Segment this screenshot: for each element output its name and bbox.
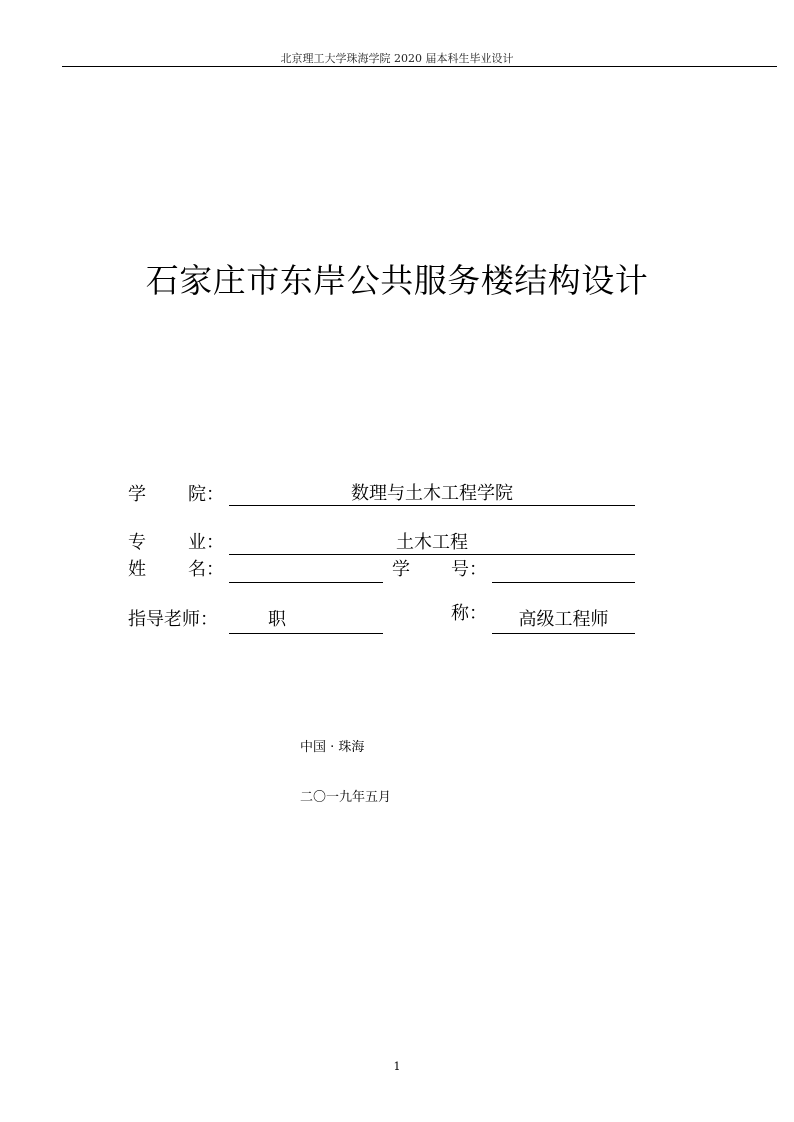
major-label-a: 专 — [128, 532, 146, 553]
page-number: 1 — [393, 1060, 401, 1073]
name-underline — [229, 582, 383, 583]
title-rank-label-a: 职 — [268, 609, 286, 630]
date-text: 二〇一九年五月 — [300, 790, 392, 805]
major-value: 土木工程 — [396, 532, 468, 553]
name-label-a: 姓 — [128, 559, 146, 580]
student-id-label-a: 学 — [392, 559, 410, 580]
college-underline — [229, 505, 635, 506]
major-underline — [229, 554, 635, 555]
college-value: 数理与土木工程学院 — [351, 483, 513, 504]
thesis-title: 石家庄市东岸公共服务楼结构设计 — [145, 261, 649, 300]
name-label-b: 名： — [188, 559, 224, 580]
student-id-underline — [492, 582, 635, 583]
header-text: 北京理工大学珠海学院 2020 届本科生毕业设计 — [280, 52, 514, 65]
advisor-underline — [229, 633, 383, 634]
title-rank-label-b: 称： — [451, 603, 487, 624]
title-rank-underline — [492, 633, 635, 634]
place-text: 中国 · 珠海 — [300, 740, 365, 755]
major-label-b: 业： — [188, 532, 224, 553]
header-rule — [62, 66, 777, 67]
title-rank-value: 高级工程师 — [518, 609, 609, 630]
advisor-label: 指导老师： — [128, 609, 218, 630]
student-id-label-b: 号： — [451, 559, 487, 580]
college-label-b: 院： — [188, 484, 224, 505]
college-label-a: 学 — [128, 484, 146, 505]
